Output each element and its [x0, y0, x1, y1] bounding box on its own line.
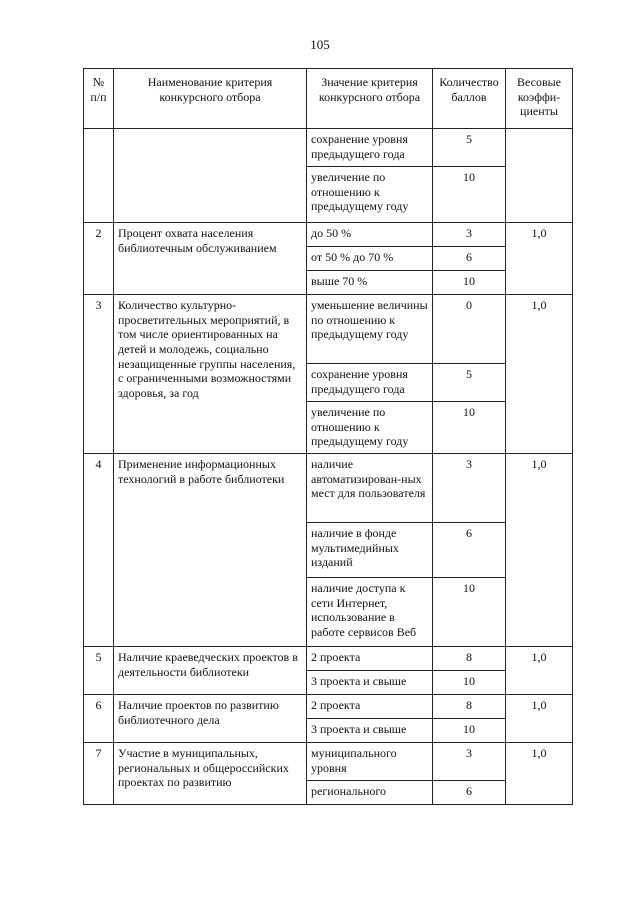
table-row [84, 454, 573, 523]
criterion-points: 8 [433, 647, 506, 671]
criterion-points: 3 [433, 743, 506, 781]
page-number: 105 [310, 37, 330, 52]
criterion-points: 10 [433, 402, 506, 454]
criterion-name [114, 129, 307, 223]
criteria-table [83, 68, 573, 805]
criterion-points: 3 [433, 223, 506, 247]
criterion-name: Применение информационных технологий в работе библиотеки [114, 454, 307, 647]
criterion-points: 10 [433, 719, 506, 743]
criterion-points: 5 [433, 364, 506, 402]
table-row [84, 647, 573, 671]
criterion-points: 5 [433, 129, 506, 167]
criterion-weight: 1,0 [506, 695, 573, 743]
table-row [84, 743, 573, 781]
criterion-weight: 1,0 [506, 454, 573, 647]
criterion-name: Наличие краеведческих проектов в деятельности библиотеки [114, 647, 307, 695]
criterion-value: сохранение уровня предыдущего года [307, 364, 433, 402]
criterion-value: муниципального уровня [307, 743, 433, 781]
criterion-points: 6 [433, 247, 506, 271]
table-row [84, 695, 573, 719]
row-number: 5 [84, 647, 114, 695]
criterion-value: 2 проекта [307, 695, 433, 719]
header-value: Значение критерия конкурсного отбора [307, 69, 433, 129]
row-number: 2 [84, 223, 114, 295]
criterion-value: 2 проекта [307, 647, 433, 671]
row-number [84, 129, 114, 223]
header-weight: Весовые коэффи-циенты [506, 69, 573, 129]
criterion-value: до 50 % [307, 223, 433, 247]
criterion-points: 10 [433, 271, 506, 295]
criterion-weight: 1,0 [506, 743, 573, 805]
header-name: Наименование критерия конкурсного отбора [114, 69, 307, 129]
criterion-value: выше 70 % [307, 271, 433, 295]
criterion-weight: 1,0 [506, 647, 573, 695]
criterion-value: наличие доступа к сети Интернет, использование в работе сервисов Веб [307, 578, 433, 647]
criterion-value: регионального [307, 781, 433, 805]
row-number: 6 [84, 695, 114, 743]
criterion-weight [506, 129, 573, 223]
table-header-row [84, 69, 573, 129]
table-row [84, 223, 573, 247]
criterion-name: Участие в муниципальных, региональных и общероссийских проектах по развитию [114, 743, 307, 805]
row-number: 3 [84, 295, 114, 454]
criterion-value: 3 проекта и свыше [307, 671, 433, 695]
criterion-value: от 50 % до 70 % [307, 247, 433, 271]
criterion-name: Количество культурно-просветительных мероприятий, в том числе ориентированных на детей и молодежь, социально незащищенные группы населения, с ограниченными возможностями здоровья, за год [114, 295, 307, 454]
criterion-value: увеличение по отношению к предыдущему году [307, 167, 433, 223]
criterion-points: 3 [433, 454, 506, 523]
criterion-value: наличие автоматизирован-ных мест для пользователя [307, 454, 433, 523]
criterion-value: наличие в фонде мультимедийных изданий [307, 523, 433, 578]
criterion-value: уменьшение величины по отношению к предыдущему году [307, 295, 433, 364]
criterion-value: сохранение уровня предыдущего года [307, 129, 433, 167]
criterion-points: 10 [433, 578, 506, 647]
row-number: 4 [84, 454, 114, 647]
criterion-points: 8 [433, 695, 506, 719]
criterion-name: Наличие проектов по развитию библиотечного дела [114, 695, 307, 743]
criterion-points: 6 [433, 781, 506, 805]
criterion-value: 3 проекта и свыше [307, 719, 433, 743]
criterion-value: увеличение по отношению к предыдущему году [307, 402, 433, 454]
criterion-points: 0 [433, 295, 506, 364]
criterion-points: 10 [433, 167, 506, 223]
criterion-weight: 1,0 [506, 223, 573, 295]
table-row [84, 295, 573, 364]
row-number: 7 [84, 743, 114, 805]
criterion-weight: 1,0 [506, 295, 573, 454]
header-num: № п/п [84, 69, 114, 129]
criterion-name: Процент охвата населения библиотечным обслуживанием [114, 223, 307, 295]
criterion-points: 10 [433, 671, 506, 695]
table-row [84, 129, 573, 167]
criterion-points: 6 [433, 523, 506, 578]
header-points: Количество баллов [433, 69, 506, 129]
